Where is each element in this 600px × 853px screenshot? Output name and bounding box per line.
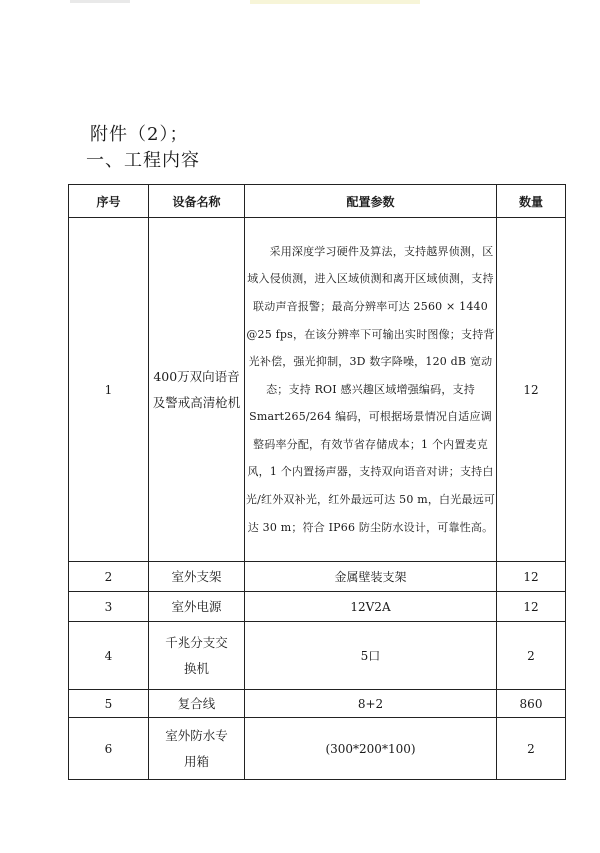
- table-row: [69, 690, 566, 718]
- table-row: [69, 592, 566, 622]
- section-title: 一、工程内容: [86, 150, 200, 171]
- attachment-label: 附件（2）；: [90, 124, 189, 145]
- cell-qty: 12: [497, 218, 566, 562]
- equipment-table: [68, 184, 566, 780]
- header-spec: 配置参数: [245, 185, 497, 218]
- cell-qty: 2: [497, 718, 566, 780]
- cell-qty: 860: [497, 690, 566, 718]
- cell-qty: 2: [497, 622, 566, 690]
- cell-no: 3: [69, 592, 149, 622]
- cell-spec: 5口: [245, 622, 497, 690]
- table-row: [69, 718, 566, 780]
- cell-name: 400万双向语音及警戒高清枪机: [149, 218, 245, 562]
- header-name: 设备名称: [149, 185, 245, 218]
- cell-spec: 12V2A: [245, 592, 497, 622]
- cell-no: 6: [69, 718, 149, 780]
- cell-name: 复合线: [149, 690, 245, 718]
- cell-name: 室外防水专用箱: [149, 718, 245, 780]
- cell-no: 1: [69, 218, 149, 562]
- table-row: [69, 622, 566, 690]
- cell-spec: 金属壁装支架: [245, 562, 497, 592]
- cell-spec: 采用深度学习硬件及算法，支持越界侦测，区域入侵侦测，进入区域侦测和离开区域侦测，支持联动声音报警；最高分辨率可达 2560 × 1440 @25 fps，在该分辨率下可输出实时图像；支持背光补偿，强光抑制，3D 数字降噪，120 dB 宽动态；支持 ROI 感兴趣区域增强编码，支持 Smart265/264 编码，可根据场景情况自适应调整码率分配，有效节省存储成本；1 个内置麦克风，1 个内置扬声器，支持双向语音对讲；支持白光/红外双补光，红外最远可达 50 m，白光最远可达 30 m；符合 IP66 防尘防水设计，可靠性高。: [245, 218, 497, 562]
- scan-highlight-mark: [250, 0, 420, 4]
- header-no: 序号: [69, 185, 149, 218]
- cell-name: 千兆分支交换机: [149, 622, 245, 690]
- cell-spec: (300*200*100): [245, 718, 497, 780]
- cell-no: 5: [69, 690, 149, 718]
- table-row: [69, 562, 566, 592]
- table-header-row: [69, 185, 566, 218]
- cell-no: 4: [69, 622, 149, 690]
- cell-spec: 8+2: [245, 690, 497, 718]
- cell-name: 室外支架: [149, 562, 245, 592]
- cell-qty: 12: [497, 562, 566, 592]
- cell-name: 室外电源: [149, 592, 245, 622]
- scan-edge-mark: [70, 0, 130, 3]
- cell-qty: 12: [497, 592, 566, 622]
- table-row: [69, 218, 566, 562]
- header-qty: 数量: [497, 185, 566, 218]
- cell-no: 2: [69, 562, 149, 592]
